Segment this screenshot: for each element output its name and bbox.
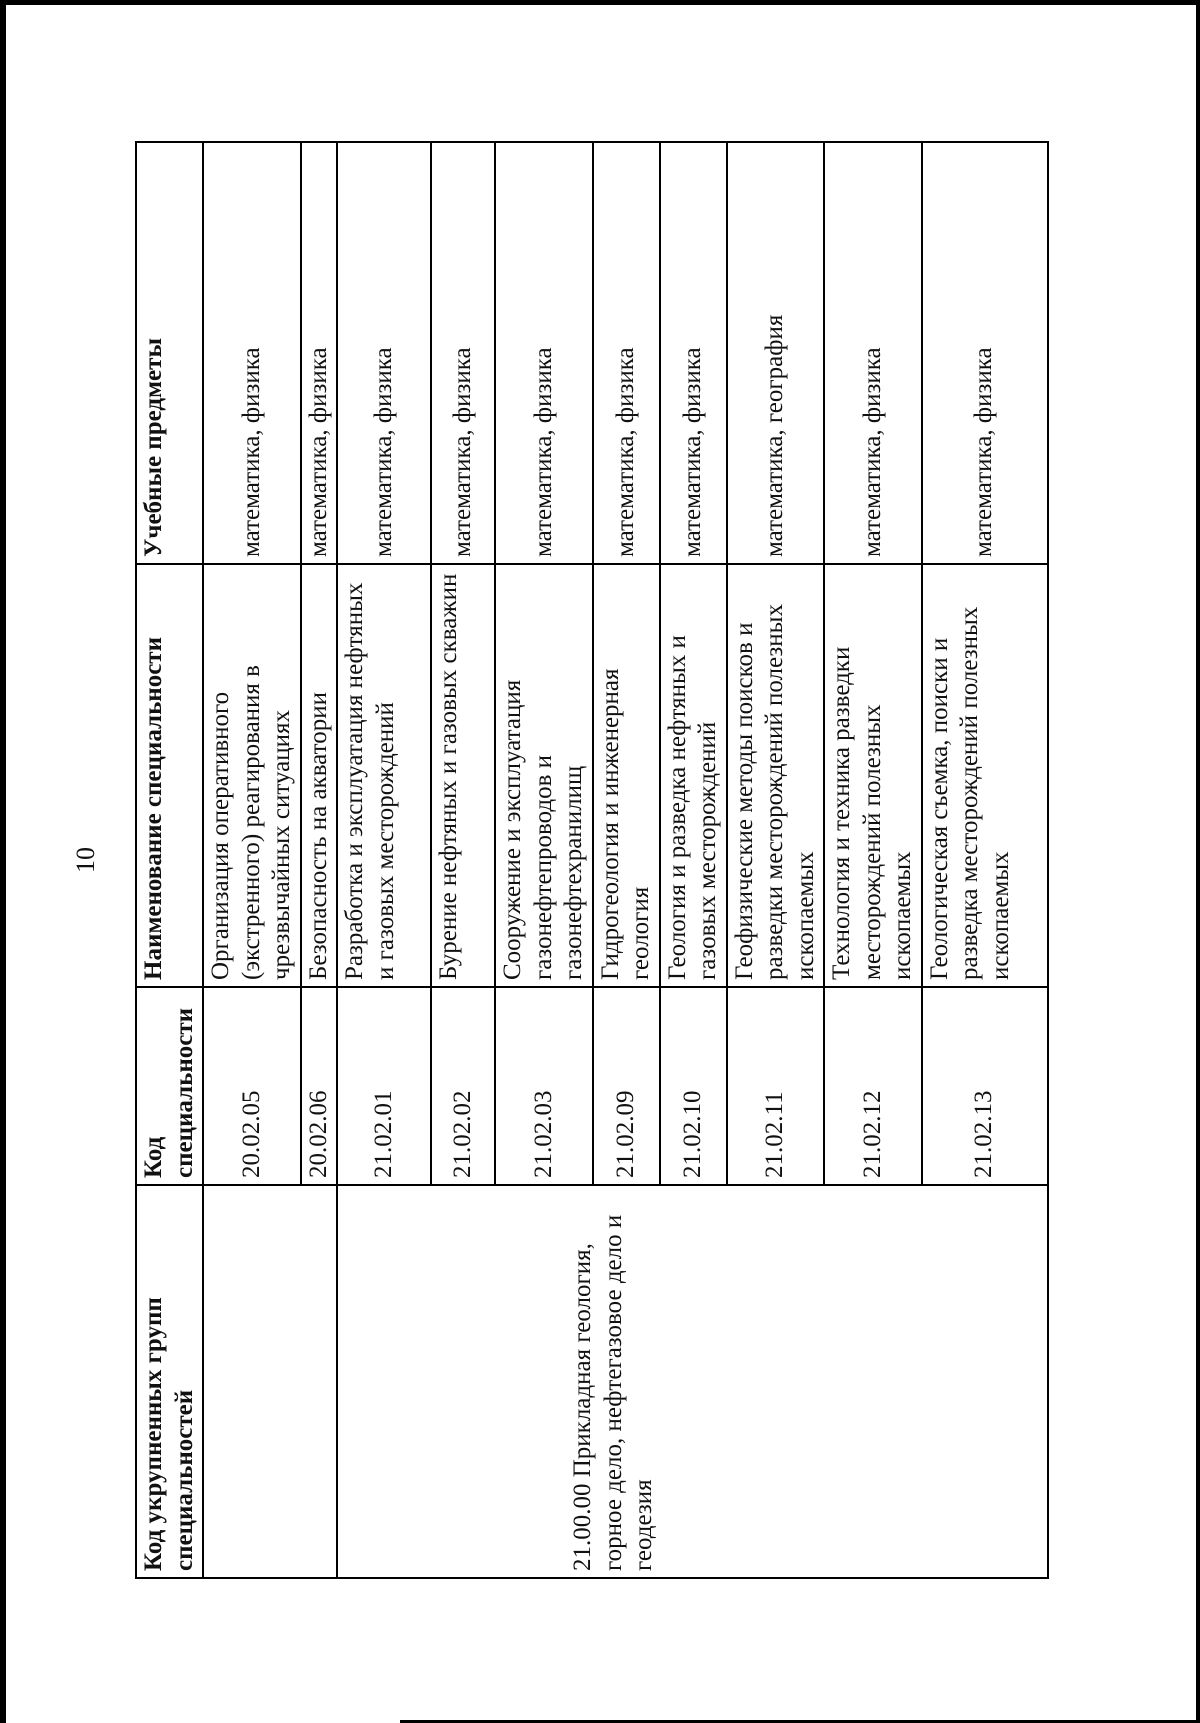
subjects: математика, физика [660, 142, 727, 564]
specialty-code: 21.02.01 [337, 987, 431, 1185]
header-specialty-code: Код специальности [136, 987, 203, 1185]
table-row [203, 142, 301, 1578]
subjects: математика, физика [337, 142, 431, 564]
subjects: математика, физика [431, 142, 495, 564]
specialty-code: 21.02.13 [922, 987, 1048, 1185]
specialty-code: 20.02.06 [301, 987, 338, 1185]
header-specialty-name: Наименование специальности [136, 564, 203, 987]
specialty-name: Бурение нефтяных и газовых скважин [431, 564, 495, 987]
specialty-code: 20.02.05 [203, 987, 301, 1185]
scan-border-right [1196, 0, 1200, 1723]
table-header-row [136, 142, 203, 1578]
specialty-name: Геофизические методы поисков и разведки месторождений полезных ископаемых [727, 564, 825, 987]
scan-border-left [0, 0, 6, 1723]
group-spacer [340, 1192, 568, 1571]
specialties-table [135, 141, 1049, 1579]
header-subjects: Учебные предметы [136, 142, 203, 564]
specialty-code: 21.02.03 [495, 987, 593, 1185]
specialty-name: Разработка и эксплуатация нефтяных и газовых месторождений [337, 564, 431, 987]
rotated-table-wrapper [135, 143, 1063, 1579]
header-group-code: Код укрупненных групп специальностей [136, 1185, 203, 1578]
specialty-name: Геологическая съемка, поиски и разведка месторождений полезных ископаемых [922, 564, 1048, 987]
subjects: математика, география [727, 142, 825, 564]
specialty-name: Организация оперативного (экстренного) реагирования в чрезвычайных ситуациях [203, 564, 301, 987]
specialty-code: 21.02.10 [660, 987, 727, 1185]
subjects: математика, физика [301, 142, 338, 564]
subjects: математика, физика [593, 142, 660, 564]
subjects: математика, физика [203, 142, 301, 564]
specialty-code: 21.02.09 [593, 987, 660, 1185]
page-number: 10 [71, 847, 100, 873]
specialty-name: Сооружение и эксплуатация газонефтепроводов и газонефтехранилищ [495, 564, 593, 987]
specialty-code: 21.02.11 [727, 987, 825, 1185]
group-label: 21.00.00 Прикладная геология, горное дело, нефтегазовое дело и геодезия [569, 1214, 657, 1571]
specialty-code: 21.02.02 [431, 987, 495, 1185]
specialty-code: 21.02.12 [824, 987, 922, 1185]
specialty-name: Технология и техника разведки месторождений полезных ископаемых [824, 564, 922, 987]
scan-border-top [0, 0, 1200, 5]
subjects: математика, физика [495, 142, 593, 564]
group-cell-empty [203, 1185, 337, 1578]
specialty-name: Геология и разведка нефтяных и газовых месторождений [660, 564, 727, 987]
table-row [337, 142, 431, 1578]
specialty-name: Гидрогеология и инженерная геология [593, 564, 660, 987]
subjects: математика, физика [922, 142, 1048, 564]
specialty-name: Безопасность на акватории [301, 564, 338, 987]
group-cell-21 [337, 1185, 1048, 1578]
subjects: математика, физика [824, 142, 922, 564]
